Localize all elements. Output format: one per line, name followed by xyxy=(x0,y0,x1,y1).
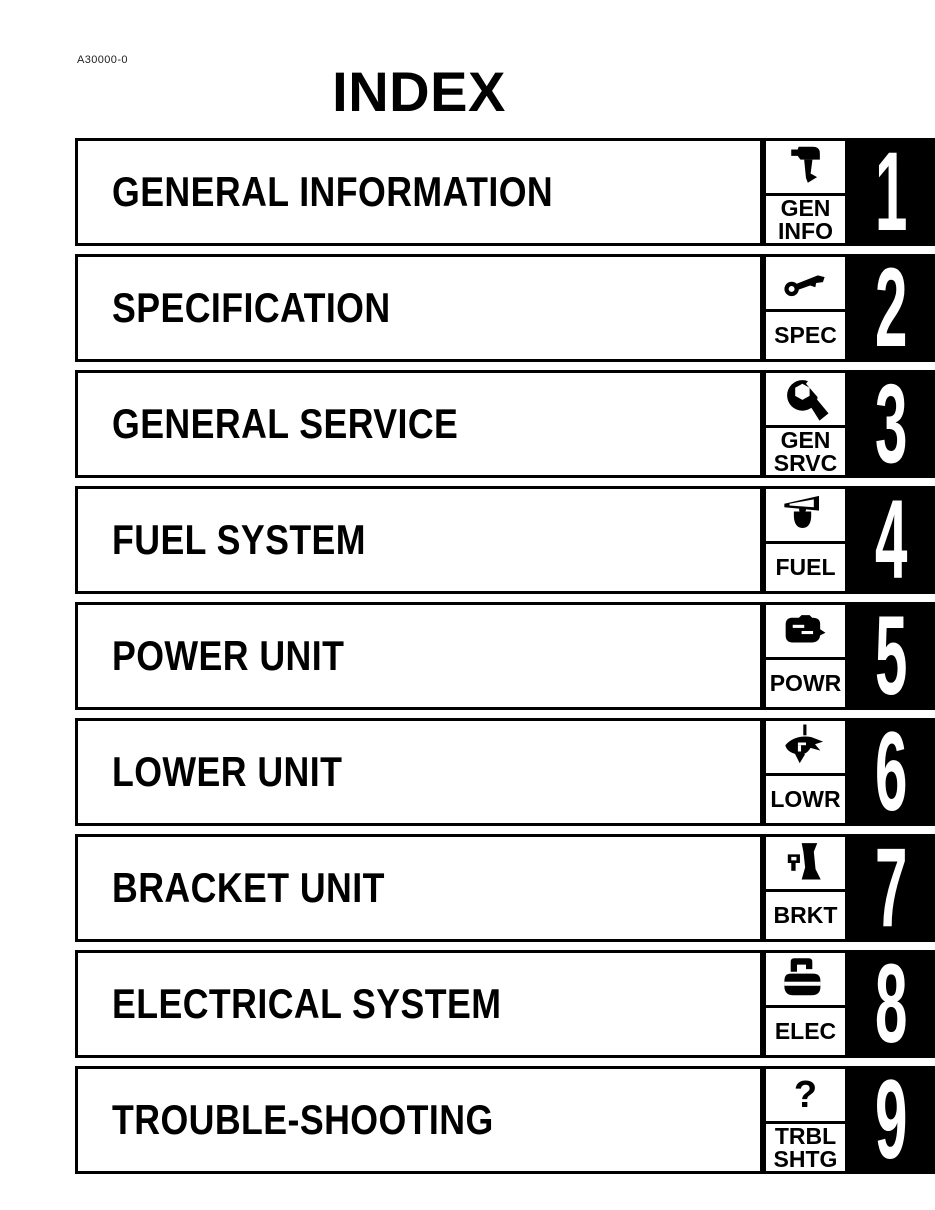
section-title: ELECTRICAL SYSTEM xyxy=(112,980,502,1027)
section-title-box xyxy=(75,1066,763,1174)
icon-cell xyxy=(763,370,848,428)
section-abbr xyxy=(763,544,848,594)
section-title: FUEL SYSTEM xyxy=(112,516,366,563)
section-tab xyxy=(763,718,848,826)
icon-cell xyxy=(763,834,848,892)
section-title: LOWER UNIT xyxy=(112,748,343,795)
chapter-number: 9 xyxy=(875,1066,908,1174)
chapter-number: 6 xyxy=(875,718,908,826)
chapter-number-box xyxy=(848,602,935,710)
section-title-box xyxy=(75,718,763,826)
lower-unit-icon xyxy=(779,723,833,771)
bracket-clamp-icon xyxy=(780,839,832,887)
section-tab xyxy=(763,138,848,246)
question-mark-icon: ? xyxy=(793,1074,818,1116)
icon-cell xyxy=(763,486,848,544)
chapter-number: 4 xyxy=(875,486,908,594)
section-title-box xyxy=(75,486,763,594)
abbr-line: GEN xyxy=(780,194,831,221)
page-title: INDEX xyxy=(332,60,506,123)
chapter-number-box xyxy=(848,138,935,246)
section-abbr xyxy=(763,776,848,826)
section-tab xyxy=(763,1066,848,1174)
abbr-line: SHTG xyxy=(773,1145,838,1172)
section-title-box xyxy=(75,950,763,1058)
chapter-number-box xyxy=(848,1066,935,1174)
chapter-number: 3 xyxy=(875,370,908,478)
icon-cell xyxy=(763,254,848,312)
index-rows xyxy=(75,138,935,1182)
ignition-coil-icon xyxy=(779,955,833,1003)
section-tab xyxy=(763,950,848,1058)
abbr-line: INFO xyxy=(778,217,833,244)
chapter-number-box xyxy=(848,370,935,478)
index-row-general-information xyxy=(75,138,935,246)
index-row-bracket-unit xyxy=(75,834,935,942)
section-title: GENERAL INFORMATION xyxy=(112,168,554,215)
chapter-number-box xyxy=(848,834,935,942)
icon-cell xyxy=(763,718,848,776)
section-title: GENERAL SERVICE xyxy=(112,400,459,447)
index-row-lower-unit xyxy=(75,718,935,826)
section-abbr xyxy=(763,660,848,710)
abbr-line: SRVC xyxy=(773,449,838,476)
chapter-number: 2 xyxy=(875,254,908,362)
section-tab xyxy=(763,254,848,362)
section-title-box xyxy=(75,138,763,246)
abbr-line: BRKT xyxy=(773,902,838,928)
chapter-number-box xyxy=(848,254,935,362)
index-row-fuel-system xyxy=(75,486,935,594)
key-icon xyxy=(778,261,834,305)
section-abbr xyxy=(763,428,848,478)
icon-cell xyxy=(763,138,848,196)
wrench-nut-icon xyxy=(779,373,833,425)
section-title: SPECIFICATION xyxy=(112,284,391,331)
section-title-box xyxy=(75,370,763,478)
engine-icon xyxy=(778,608,834,654)
section-title-box xyxy=(75,254,763,362)
section-abbr xyxy=(763,892,848,942)
index-row-specification xyxy=(75,254,935,362)
index-row-power-unit xyxy=(75,602,935,710)
chapter-number: 5 xyxy=(875,602,908,710)
chapter-number-box xyxy=(848,950,935,1058)
abbr-line: TRBL xyxy=(774,1122,837,1149)
section-tab xyxy=(763,370,848,478)
section-abbr xyxy=(763,1008,848,1058)
section-tab xyxy=(763,834,848,942)
chapter-number-box xyxy=(848,718,935,826)
abbr-line: POWR xyxy=(769,670,842,696)
chapter-number: 8 xyxy=(875,950,908,1058)
section-title-box xyxy=(75,602,763,710)
section-tab xyxy=(763,602,848,710)
abbr-line: LOWR xyxy=(770,786,841,812)
section-abbr xyxy=(763,312,848,362)
index-row-trouble-shooting xyxy=(75,1066,935,1174)
fuel-funnel-icon xyxy=(780,492,832,538)
section-title-box xyxy=(75,834,763,942)
index-row-general-service xyxy=(75,370,935,478)
abbr-line: GEN xyxy=(780,426,831,453)
abbr-line: ELEC xyxy=(774,1018,837,1044)
outboard-motor-icon xyxy=(778,143,834,191)
chapter-number-box xyxy=(848,486,935,594)
chapter-number: 1 xyxy=(875,138,908,246)
icon-cell xyxy=(763,602,848,660)
section-title: POWER UNIT xyxy=(112,632,345,679)
section-title: TROUBLE-SHOOTING xyxy=(112,1096,494,1143)
abbr-line: SPEC xyxy=(774,322,837,348)
index-row-electrical-system xyxy=(75,950,935,1058)
icon-cell xyxy=(763,950,848,1008)
abbr-line: FUEL xyxy=(775,554,836,580)
section-title: BRACKET UNIT xyxy=(112,864,385,911)
chapter-number: 7 xyxy=(875,834,908,942)
document-code: A30000-0 xyxy=(77,54,128,66)
section-abbr xyxy=(763,1124,848,1174)
section-tab xyxy=(763,486,848,594)
icon-cell xyxy=(763,1066,848,1124)
section-abbr xyxy=(763,196,848,246)
